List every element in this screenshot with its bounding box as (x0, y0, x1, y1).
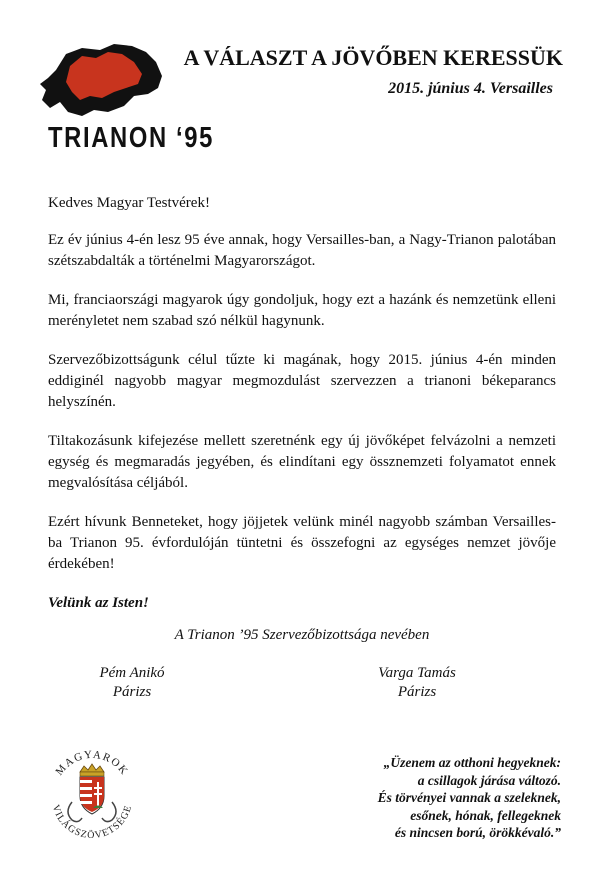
ornament-right (102, 802, 116, 822)
signature-left (82, 664, 182, 702)
signature-right (357, 664, 477, 702)
letter-paragraph: Tiltakozásunk kifejezése mellett szeretnénk egy új jövőképet felvázolni a nemzeti egység és megmaradás jegyében, és elindítani egy össznemzeti folyamatot ennek megvalósítása céljából. (48, 433, 556, 491)
motto: Velünk az Isten! (48, 595, 149, 611)
hungary-map-logo (38, 40, 178, 124)
signature-name: Varga Tamás (378, 665, 456, 681)
quote-line: a csillagok járása változó. (417, 772, 561, 788)
ornament-left (68, 802, 82, 822)
headline: A VÁLASZT A JÖVŐBEN KERESSÜK (183, 45, 563, 70)
dateline: 2015. június 4. Versailles (388, 80, 553, 97)
committee-line: A Trianon ’95 Szervezőbizottsága nevében (174, 627, 430, 643)
letter-paragraph: Ezért hívunk Benneteket, hogy jöjjetek velünk minél nagyobb számban Versailles-ba Trianon 95. évfordulóján tüntetni és összefogni az egységes nemzet jövője érdekében! (48, 514, 556, 572)
world-federation-emblem (42, 742, 142, 842)
emblem-text-top: MAGYAROK (53, 748, 131, 778)
quote-line: és nincsen ború, örökkévaló.” (394, 825, 561, 840)
poem-quote (378, 754, 561, 842)
letter-paragraph: Szervezőbizottságunk célul tűzte ki magának, hogy 2015. június 4-én minden eddiginél nagyobb magyar megmozdulást szervezzen a trianoni békeparancs helyszínén. (48, 352, 556, 410)
signature-city: Párizs (112, 684, 152, 700)
crown-icon (80, 764, 104, 776)
quote-line: És törvényei vannak a szeleknek, (377, 790, 561, 805)
quote-line: esőnek, hónak, fellegeknek (410, 807, 561, 823)
signature-city: Párizs (397, 684, 437, 700)
quote-line: „Üzenem az otthoni hegyeknek: (383, 755, 561, 770)
brand-title: TRIANON ‘95 (48, 122, 215, 154)
signature-name: Pém Anikó (99, 665, 165, 681)
coat-of-arms-shield (80, 777, 104, 814)
greeting: Kedves Magyar Testvérek! (48, 195, 210, 211)
emblem-text-bottom: VILÁGSZÖVETSÉGE (49, 803, 135, 842)
letter-paragraph: Ez év június 4-én lesz 95 éve annak, hogy Versailles-ban, a Nagy-Trianon palotában szétszabdalták a történelmi Magyarországot. (48, 232, 556, 269)
letter-body (48, 193, 556, 632)
letter-paragraph: Mi, franciaországi magyarok úgy gondoljuk, hogy ezt a hazánk és nemzetünk elleni merényletet nem szabad szó nélkül hagynunk. (48, 292, 556, 329)
